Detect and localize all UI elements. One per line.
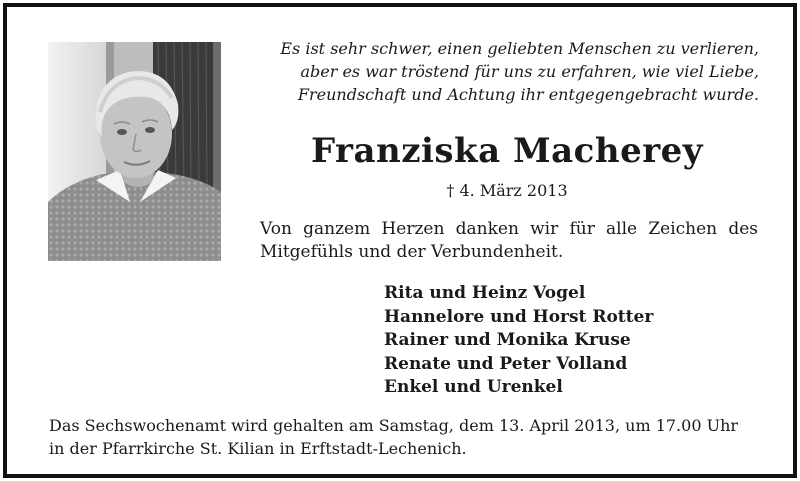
quote-line: Freundschaft und Achtung ihr entgegengebracht wurde. (297, 85, 759, 104)
quote-line: Es ist sehr schwer, einen geliebten Menschen zu verlieren, (280, 39, 759, 58)
service-line: in der Pfarrkirche St. Kilian in Erftstadt-Lechenich. (49, 439, 467, 458)
mourner-entry: Hannelore und Horst Rotter (384, 306, 654, 327)
mourner-entry: Enkel und Urenkel (384, 377, 563, 397)
obituary-frame (3, 3, 797, 478)
thanks-line: Mitgefühls und der Verbundenheit. (260, 242, 564, 262)
portrait-photo (48, 42, 221, 261)
thanks-line: Von ganzem Herzen danken wir für alle Zeichen des (260, 219, 758, 239)
death-date: † 4. März 2013 (446, 181, 568, 200)
mourners-list (384, 282, 653, 400)
quote-line: aber es war tröstend für uns zu erfahren, wie viel Liebe, (300, 62, 759, 81)
deceased-name: Franziska Macherey (310, 131, 703, 171)
mourner-entry: Renate und Peter Volland (384, 353, 628, 374)
service-line: Das Sechswochenamt wird gehalten am Samstag, dem 13. April 2013, um 17.00 Uhr (49, 416, 739, 435)
thanks-text (260, 218, 758, 264)
mourner-entry: Rita und Heinz Vogel (384, 283, 586, 303)
memorial-quote (259, 37, 759, 106)
mourner-entry: Rainer und Monika Kruse (384, 330, 631, 350)
service-notice (49, 414, 765, 460)
